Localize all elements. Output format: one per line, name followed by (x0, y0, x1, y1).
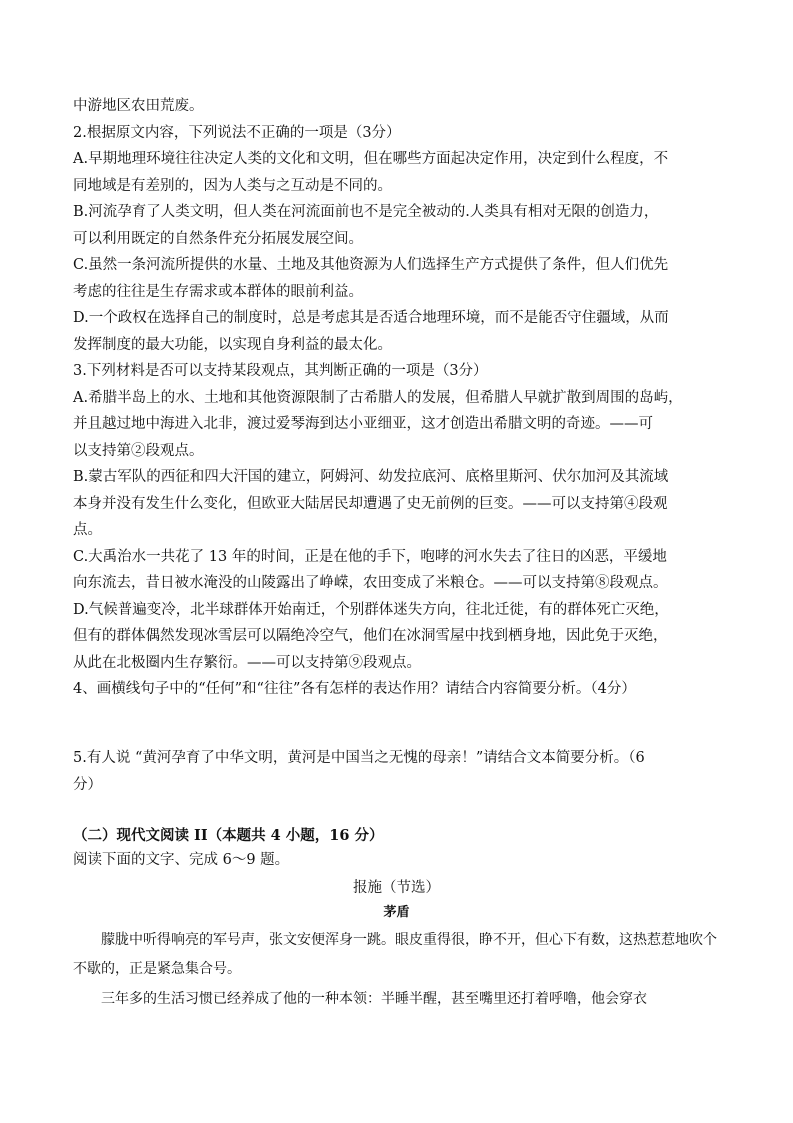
q3-stem: 3.下列材料是否可以支持某段观点，其判断正确的一项是（3分） (73, 363, 488, 379)
q3-option-a-line3: 以支持第②段观点。 (73, 442, 204, 459)
q4-text: 4、画横线句子中的“任何”和“往往”各有怎样的表达作用？请结合内容简要分析。（4分） (73, 681, 636, 697)
q2-option-c-line1: C.虽然一条河流所提供的水量、土地及其他资源为人们选择生产方式提供了条件，但人们优先 (73, 257, 669, 273)
q3-option-b-line2: 本身并没有发生什么变化，但欧亚大陆居民却遭遇了史无前例的巨变。——可以支持第④段观 (73, 495, 668, 512)
q2-option-a-line1: A.早期地理环境往往决定人类的文化和文明，但在哪些方面起决定作用，决定到什么程度，不 (73, 151, 669, 167)
q3-option-d-line2: 但有的群体偶然发现冰雪层可以隔绝冷空气，他们在冰洞雪屋中找到栖身地，因此免于灭绝， (73, 628, 668, 644)
q5-line2: 分） (73, 776, 102, 793)
q3-option-d-line3: 从此在北极圈内生存繁衍。——可以支持第⑨段观点。 (73, 654, 421, 671)
q2-option-b-line1: B.河流孕育了人类文明，但人类在河流面前也不是完全被动的.人类具有相对无限的创造力， (73, 204, 659, 220)
q2-option-c-line2: 考虑的往往是生存需求或本群体的眼前利益。 (73, 283, 363, 300)
article-paragraph-2: 三年多的生活习惯已经养成了他的一种本领：半睡半醒，甚至嘴里还打着呼噜，他会穿衣 (101, 991, 647, 1007)
article-title: 报施（节选） (353, 880, 440, 896)
section-instruction: 阅读下面的文字、完成 6～9 题。 (73, 852, 290, 868)
q3-option-c-line2: 向东流去，昔日被水淹没的山陵露出了峥嵘，农田变成了米粮仓。——可以支持第⑧段观点。 (73, 575, 668, 591)
q3-option-b-line1: B.蒙古军队的西征和四大汗国的建立，阿姆河、幼发拉底河、底格里斯河、伏尔加河及其流域 (73, 469, 669, 485)
q2-option-a-line2: 同地域是有差别的，因为人类与之互动是不同的。 (73, 177, 392, 194)
q5-line1: 5.有人说 “黄河孕育了中华文明，黄河是中国当之无愧的母亲！”请结合文本简要分析。（6 (73, 750, 645, 766)
q1-tail-text: 中游地区农田荒废。 (73, 98, 204, 114)
question-block (73, 93, 723, 703)
q3-option-a-line1: A.希腊半岛上的水、土地和其他资源限制了古希腊人的发展，但希腊人早就扩散到周围的岛屿， (73, 389, 683, 406)
q3-option-d-line1: D.气候普遍变冷，北半球群体开始南迁，个别群体迷失方向，往北迁徙，有的群体死亡灭绝， (73, 601, 669, 618)
q5-block (73, 745, 723, 798)
section-title: （二）现代文阅读 II（本题共 4 小题，16 分） (73, 827, 384, 844)
q3-option-a-line2: 并且越过地中海进入北非，渡过爱琴海到达小亚细亚，这才创造出希腊文明的奇迹。——可 (73, 416, 653, 432)
q2-option-b-line2: 可以利用既定的自然条件充分拓展发展空间。 (73, 230, 363, 247)
q2-option-d-line1: D.一个政权在选择自己的制度时，总是考虑其是否适合地理环境，而不是能否守住疆域，从而 (73, 310, 669, 326)
q2-option-d-line2: 发挥制度的最大功能，以实现自身利益的最太化。 (73, 336, 392, 353)
article-author: 茅盾 (383, 905, 410, 920)
q2-stem: 2.根据原文内容，下列说法不正确的一项是（3分） (73, 124, 401, 141)
q3-option-c-line1: C.大禹治水一共花了 13 年的时间，正是在他的手下，咆哮的河水失去了往日的凶恶，平缓地 (73, 548, 667, 565)
q3-option-b-line3: 点。 (73, 522, 102, 538)
article-paragraph-1: 朦胧中听得响亮的军号声，张文安便浑身一跳。眼皮重得很，睁不开，但心下有数，这热惹惹地吹个不歇的，正是紧急集合号。 (73, 932, 717, 977)
